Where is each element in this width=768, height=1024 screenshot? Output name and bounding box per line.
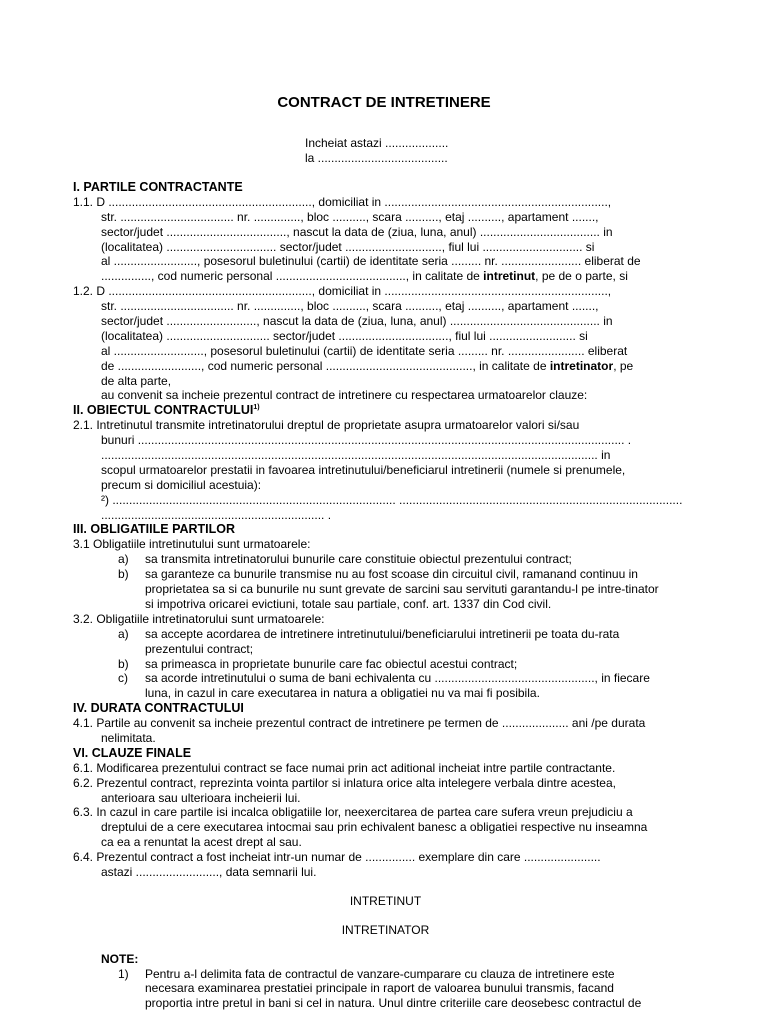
list-item-text: sa primeasca in proprietate bunurile care fac obiectul acestui contract; xyxy=(145,656,518,671)
clause-line: 1.1. D ............................................................., domiciliat in ..................................................................., xyxy=(73,194,612,209)
clause-line: sector/judet ...................................., nascut la data de (ziua, luna, anul) .................................... in xyxy=(101,224,613,239)
list-item-text: sa accepte acordarea de intretinere intretinutului/beneficiarului intretinerii pe toata du-rata xyxy=(145,626,620,641)
signature-intretinator: INTRETINATOR xyxy=(341,922,430,937)
notes-heading xyxy=(73,952,698,967)
list-item xyxy=(73,552,698,567)
party-role: intretinator xyxy=(549,358,614,373)
note-text: proportia intre pretul in bani si cel in natura. Unul dintre criteriile care deosebesc contractul de xyxy=(145,996,642,1011)
clause-line: 3.2. Obligatiile intretinatorului sunt urmatoarele: xyxy=(73,611,325,626)
list-item xyxy=(73,671,698,686)
footnote-ref: 1) xyxy=(253,404,260,412)
section-heading xyxy=(73,746,698,761)
list-item-text: sa garanteze ca bunurile transmise nu au fost scoase din circuitul civil, ramanand continuu in xyxy=(145,567,638,582)
list-marker: a) xyxy=(118,552,129,567)
clause-text: , pe de o parte, si xyxy=(535,269,628,284)
list-item xyxy=(73,567,698,582)
spacer xyxy=(73,909,698,923)
clause-text: , pe xyxy=(613,358,634,373)
clause-line: luna, in cazul in care executarea in natura a obligatiei nu va mai fi posibila. xyxy=(145,686,540,701)
note-line xyxy=(73,996,698,1011)
clause-line: str. .................................. nr. .............., bloc .........., scara .........., etaj .........., apartament ......., xyxy=(101,299,599,314)
clause-line: 1.2. D ............................................................., domiciliat in ..................................................................., xyxy=(73,284,612,299)
section-heading xyxy=(73,180,698,195)
party-role: intretinut xyxy=(483,269,536,284)
clause-line: bunuri .................................................................................................................................................. . xyxy=(101,433,632,448)
clause-line: ²) ..................................................................................... ..................................................................................... xyxy=(101,492,683,507)
section-heading-text: II. OBIECTUL CONTRACTULUI xyxy=(73,403,254,418)
spacer xyxy=(73,880,698,894)
clause-line: 6.1. Modificarea prezentului contract se face numai prin act aditional incheiat intre partile contractante. xyxy=(73,760,616,775)
clause-line: 2.1. Intretinutul transmite intretinatorului dreptul de proprietate asupra urmatoarelor valori si/sau xyxy=(73,418,580,433)
note-line xyxy=(73,981,698,996)
note-marker: 1) xyxy=(118,966,129,981)
note-line xyxy=(73,967,698,982)
section-heading xyxy=(73,522,698,537)
clause-line: al ........................., posesorul buletinului (cartii) de identitate seria ......... nr. ........................ eliberat de xyxy=(101,254,641,269)
clause-line: (localitatea) ................................. sector/judet ............................., fiul lui .............................. si xyxy=(101,239,595,254)
spacer xyxy=(73,938,698,952)
document-title: CONTRACT DE INTRETINERE xyxy=(277,94,491,111)
clause-line: 6.2. Prezentul contract, reprezinta vointa partilor si inlatura orice alta intelegere verbala dintre acestea, xyxy=(73,775,616,790)
clause-line: scopul urmatoarelor prestatii in favoarea intretinutului/beneficiarul intretinerii (numele si prenumele, xyxy=(101,462,626,477)
clause-line: precum si domiciliul acestuia): xyxy=(101,477,262,492)
clause-text: ..............., cod numeric personal ......................................., in calitate de xyxy=(101,269,484,284)
clause-line: ..................................................................................................................................................... in xyxy=(101,448,611,463)
clause-line: ca ea a renuntat la acest drept al sau. xyxy=(101,835,302,850)
section-heading-text: I. PARTILE CONTRACTANTE xyxy=(73,180,243,194)
clause-line: prezentului contract; xyxy=(145,641,254,656)
concluded-date-line: Incheiat astazi ................... xyxy=(305,136,449,150)
clause-line: 3.1 Obligatiile intretinutului sunt urmatoarele: xyxy=(73,537,311,552)
notes-heading-text: NOTE: xyxy=(101,951,139,966)
clause-line: (localitatea) ............................... sector/judet ................................., fiul lui .......................... si xyxy=(101,328,588,343)
clause-line xyxy=(73,359,698,374)
clause-line: astazi ........................., data semnarii lui. xyxy=(101,864,317,879)
clause-text: de ........................., cod numeric personal ............................................, in calitate de xyxy=(101,358,550,373)
clause-line: nelimitata. xyxy=(101,730,156,745)
clause-line: ................................................................... . xyxy=(101,507,332,522)
list-marker: b) xyxy=(118,567,129,582)
clause-line: si impotriva oricarei evictiuni, totale sau partiale, conf. art. 1337 din Cod civil. xyxy=(145,596,552,611)
clause-line: au convenit sa incheie prezentul contract de intretinere cu respectarea urmatoarelor clauze: xyxy=(101,388,588,403)
list-marker: b) xyxy=(118,656,129,671)
clause-line: dreptului de a cere executarea intocmai sau prin echivalent banesc a obligatiei respective nu inseamna xyxy=(101,820,648,835)
list-marker: c) xyxy=(118,671,128,686)
concluded-place-line: la ....................................... xyxy=(305,150,448,165)
clause-line xyxy=(73,269,698,284)
clause-line: 6.4. Prezentul contract a fost incheiat intr-un numar de ............... exemplare din care ....................... xyxy=(73,850,601,865)
note-text: necesara examinarea prestatiei principale in raport de valoarea bunului transmis, facand xyxy=(145,981,614,996)
clause-line: al ..........................., posesorul buletinului (cartii) de identitate seria ......... nr. ....................... eliberat xyxy=(101,343,628,358)
section-heading-text: III. OBLIGATIILE PARTILOR xyxy=(73,522,236,537)
list-marker: a) xyxy=(118,626,129,641)
list-item xyxy=(73,627,698,642)
clause-line: de alta parte, xyxy=(101,373,172,388)
clause-line: anterioara sau ulterioara incheierii lui. xyxy=(101,790,301,805)
clause-line: 6.3. In cazul in care partile isi incalca obligatiile lor, neexercitarea de partea care sufera vreun prejudiciu a xyxy=(73,805,633,820)
section-heading xyxy=(73,701,698,716)
clause-line: sector/judet ..........................., nascut la data de (ziua, luna, anul) ............................................. in xyxy=(101,314,613,329)
section-heading xyxy=(73,403,698,418)
section-heading-text: IV. DURATA CONTRACTULUI xyxy=(73,701,244,716)
section-heading-text: VI. CLAUZE FINALE xyxy=(73,745,192,760)
contract-body xyxy=(73,180,698,1011)
clause-line: proprietatea sa si ca bunurile nu sunt grevate de sarcini sau servituti garantandu-l pe intre-tinator xyxy=(145,582,659,597)
clause-line: 4.1. Partile au convenit sa incheie prezentul contract de intretinere pe termen de .................... ani /pe durata xyxy=(73,716,646,731)
note-text: Pentru a-l delimita fata de contractul de vanzare-cumparare cu clauza de intretinere este xyxy=(145,966,615,981)
list-item-text: sa transmita intretinatorului bunurile care constituie obiectul prezentului contract; xyxy=(145,552,572,567)
contract-date-block xyxy=(305,136,448,166)
clause-line: str. .................................. nr. .............., bloc .........., scara .........., etaj .........., apartament ......., xyxy=(101,209,599,224)
signature-intretinut: INTRETINUT xyxy=(349,893,422,908)
list-item-text: sa acorde intretinutului o suma de bani echivalenta cu ................................................, in fiecare xyxy=(145,671,650,686)
list-item xyxy=(73,657,698,672)
